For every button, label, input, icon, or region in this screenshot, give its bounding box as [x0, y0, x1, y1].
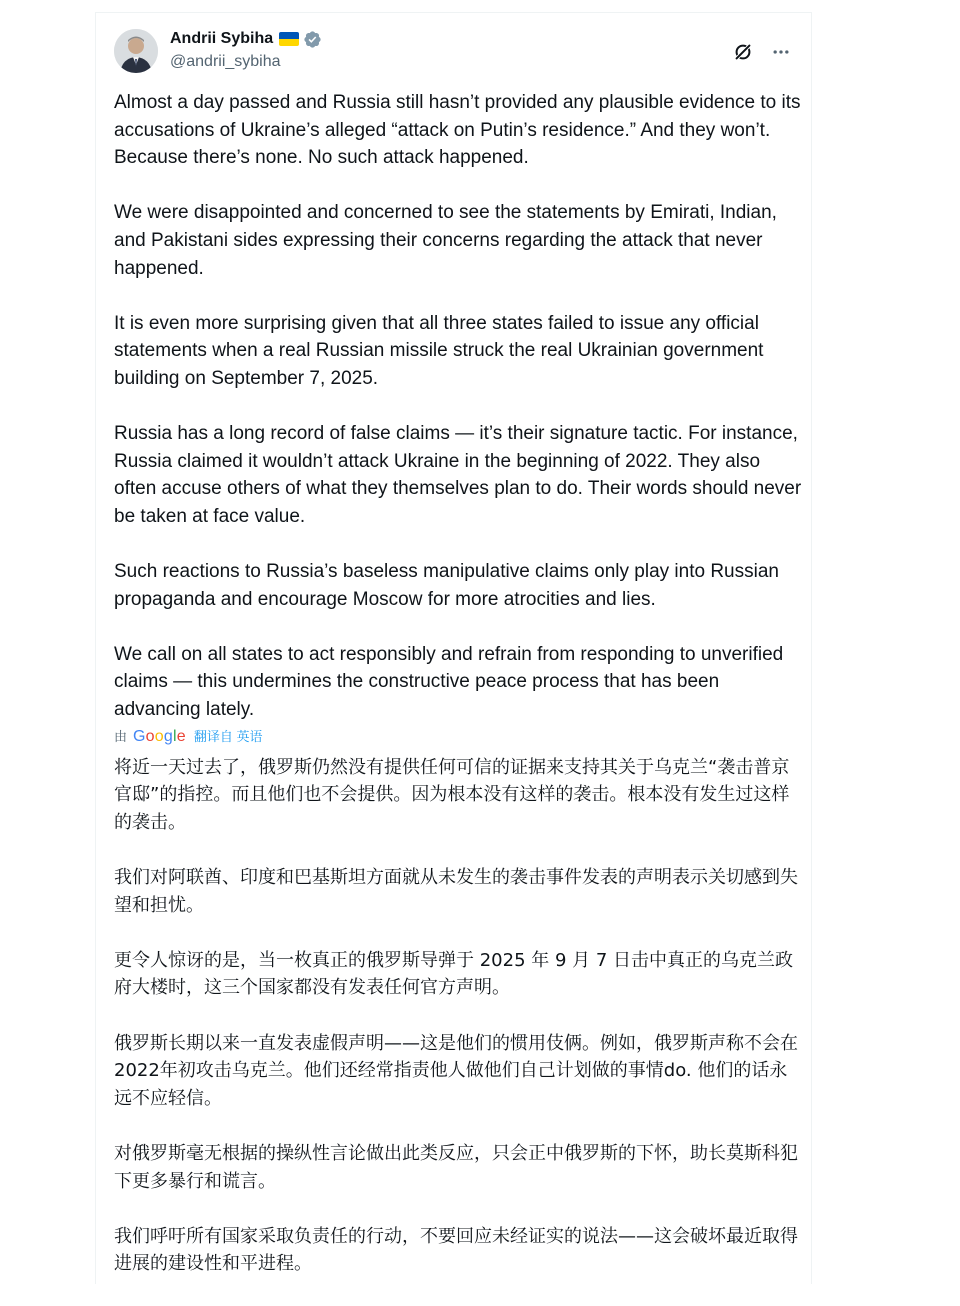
translated-paragraph: 我们呼吁所有国家采取负责任的行动，不要回应未经证实的说法——这会破坏最近取得进展的建设性和平进程。 [114, 1225, 798, 1275]
tweet-paragraph: It is even more surprising given that all three states failed to issue any official statements when a real Russian missile struck the real Ukrainian government building on September 7, 2025. [114, 312, 764, 389]
header-actions [728, 37, 796, 67]
translated-paragraph: 将近一天过去了，俄罗斯仍然没有提供任何可信的证据来支持其关于乌克兰“袭击普京官邸”的指控。而且他们也不会提供。因为根本没有这样的袭击。根本没有发生过这样的袭击。 [114, 756, 790, 833]
grok-icon [732, 41, 754, 63]
verified-badge-icon [303, 30, 322, 49]
tweet-paragraph: Almost a day passed and Russia still hasn’t provided any plausible evidence to its accusations of Ukraine’s alleged “attack on Putin’s residence.” And they won’t. Because there’s none. No such attack happened. [114, 92, 801, 169]
translated-paragraph: 我们对阿联酋、印度和巴基斯坦方面就从未发生的袭击事件发表的声明表示关切感到失望和担忧。 [114, 867, 798, 916]
google-logo: Google [133, 727, 186, 745]
tweet-paragraph: Russia has a long record of false claims — it’s their signature tactic. For instance, Russia claimed it wouldn’t attack Ukraine in the beginning of 2022. They also often accuse others of what they themselves plan to do. Their words should never be taken at face value. [114, 423, 802, 527]
translated-paragraph: 俄罗斯长期以来一直发表虚假声明——这是他们的惯用伎俩。例如，俄罗斯声称不会在2022年初攻击乌克兰。他们还经常指责他人做他们自己计划做的事情do. 他们的话永远不应轻信。 [114, 1032, 798, 1109]
translated-paragraph: 对俄罗斯毫无根据的操纵性言论做出此类反应，只会正中俄罗斯的下怀，助长莫斯科犯下更多暴行和谎言。 [114, 1142, 798, 1192]
avatar-image [114, 29, 158, 73]
handle[interactable]: @andrii_sybiha [170, 53, 281, 70]
tweet-paragraph: Such reactions to Russia’s baseless manipulative claims only play into Russian propaganda and encourage Moscow for more atrocities and lies. [114, 561, 779, 610]
tweet-header [114, 27, 796, 77]
translation-attribution [114, 726, 804, 748]
grok-button[interactable] [728, 37, 758, 67]
ukraine-flag-icon [279, 32, 299, 46]
display-name-row [170, 27, 322, 51]
tweet-paragraph: We call on all states to act responsibly and refrain from responding to unverified claims — this undermines the constructive peace process that has been advancing lately. [114, 643, 784, 721]
avatar[interactable] [114, 29, 158, 73]
tweet-card [95, 12, 812, 1284]
tweet-body [114, 89, 804, 1306]
display-name[interactable]: Andrii Sybiha [170, 30, 274, 47]
tweet-paragraph: We were disappointed and concerned to see the statements by Emirati, Indian, and Pakistani sides expressing their concerns regarding the attack that never happened. [114, 202, 777, 279]
author-names [170, 27, 322, 72]
translated-by-label: 由 [114, 728, 128, 744]
more-options-button[interactable] [766, 37, 796, 67]
translation-source-link[interactable]: 翻译自 英语 [193, 728, 263, 744]
translated-paragraph: 更令人惊讶的是，当一枚真正的俄罗斯导弹于 2025 年 9 月 7 日击中真正的乌克兰政府大楼时，这三个国家都没有发表任何官方声明。 [114, 949, 794, 999]
more-options-icon [771, 42, 791, 62]
